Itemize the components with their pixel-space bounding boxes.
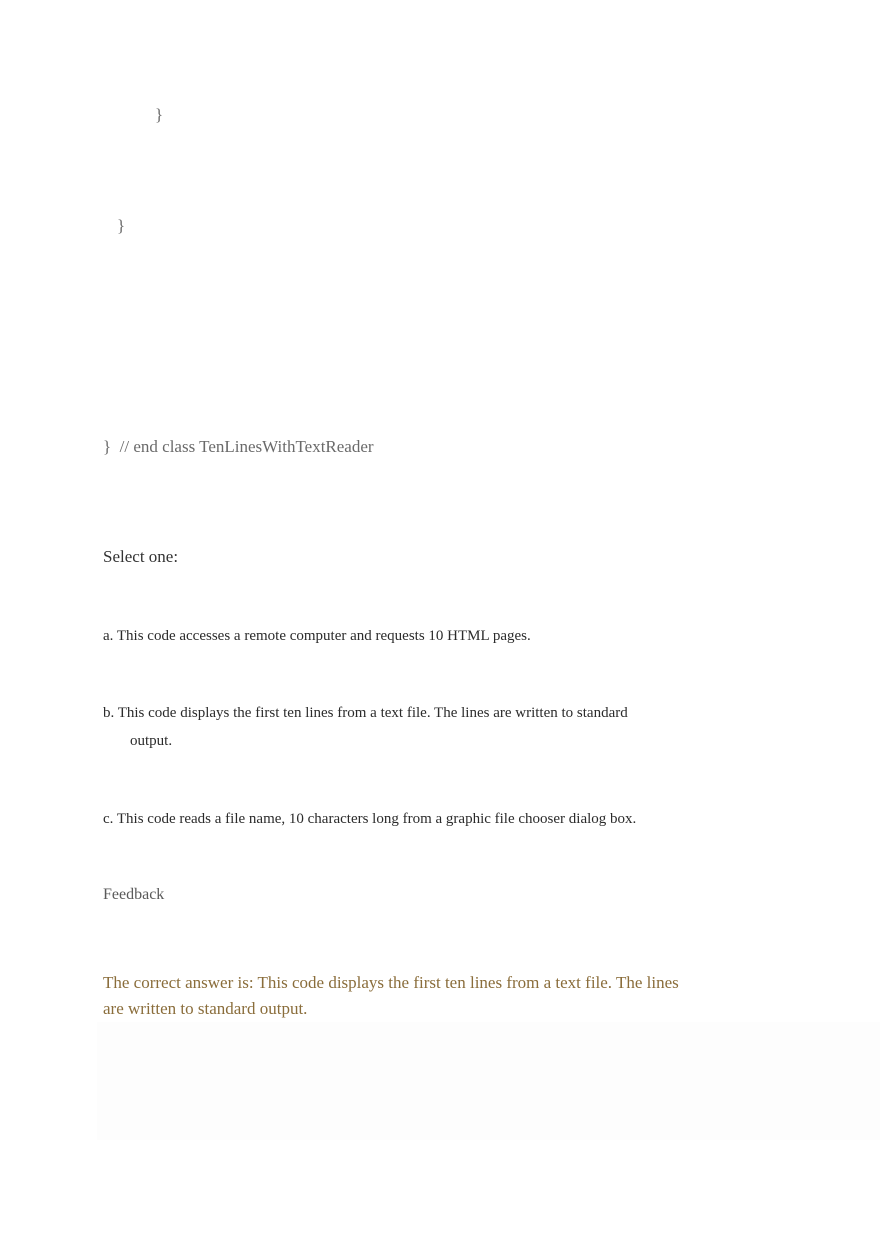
correct-answer-text: The correct answer is: This code displays the first ten lines from a text file. The lines are written to standard output. xyxy=(103,973,679,1018)
feedback-heading: Feedback xyxy=(103,886,165,903)
answer-option-b-text: b. This code displays the first ten lines from a text file. The lines are written to standard xyxy=(103,705,628,721)
answer-option-b-text-continued: output. xyxy=(130,733,173,749)
code-end-class-line: } // end class TenLinesWithTextReader xyxy=(103,437,374,456)
answer-option-a[interactable] xyxy=(103,622,663,650)
code-closing-brace-inner: } xyxy=(155,105,164,124)
feedback-panel-background xyxy=(97,1022,880,1140)
code-closing-brace-outer: } xyxy=(117,216,126,235)
answer-option-b[interactable] xyxy=(103,699,663,755)
question-prompt: Select one: xyxy=(103,547,179,566)
answer-option-a-text: a. This code accesses a remote computer and requests 10 HTML pages. xyxy=(103,628,531,644)
answer-option-c[interactable] xyxy=(103,805,663,833)
answer-option-c-text: c. This code reads a file name, 10 characters long from a graphic file chooser dialog box. xyxy=(103,811,637,827)
